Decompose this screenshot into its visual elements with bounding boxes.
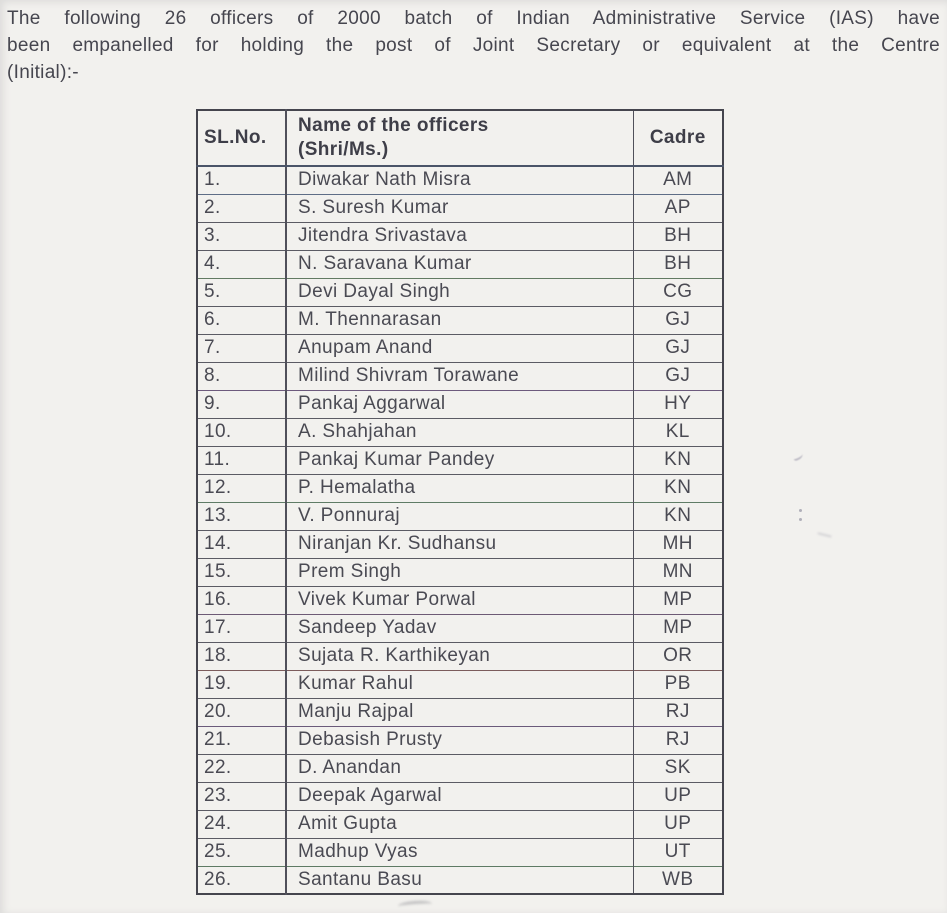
column-header-name (286, 110, 633, 166)
table-row (197, 866, 723, 894)
row-cadre: KN (633, 474, 723, 502)
row-cadre: UT (633, 838, 723, 866)
row-slno: 26. (197, 866, 286, 894)
scan-artifact-colon (799, 509, 803, 523)
row-officer-name: M. Thennarasan (286, 306, 633, 334)
row-officer-name: D. Anandan (286, 754, 633, 782)
row-officer-name: Anupam Anand (286, 334, 633, 362)
row-cadre: GJ (633, 362, 723, 390)
column-header-name-line2: (Shri/Ms.) (298, 139, 389, 160)
row-cadre: UP (633, 810, 723, 838)
row-cadre: AP (633, 194, 723, 222)
row-slno: 18. (197, 642, 286, 670)
column-header-cadre: Cadre (633, 110, 723, 166)
table-row (197, 530, 723, 558)
table-row (197, 558, 723, 586)
table-header-row (197, 110, 723, 166)
row-officer-name: P. Hemalatha (286, 474, 633, 502)
table-row (197, 390, 723, 418)
row-slno: 15. (197, 558, 286, 586)
row-officer-name: N. Saravana Kumar (286, 250, 633, 278)
intro-paragraph (7, 5, 940, 86)
table-row (197, 782, 723, 810)
row-cadre: PB (633, 670, 723, 698)
row-officer-name: S. Suresh Kumar (286, 194, 633, 222)
row-cadre: UP (633, 782, 723, 810)
table-row (197, 446, 723, 474)
row-slno: 14. (197, 530, 286, 558)
row-slno: 9. (197, 390, 286, 418)
row-officer-name: Kumar Rahul (286, 670, 633, 698)
row-officer-name: Deepak Agarwal (286, 782, 633, 810)
row-officer-name: Sujata R. Karthikeyan (286, 642, 633, 670)
row-slno: 22. (197, 754, 286, 782)
row-officer-name: Sandeep Yadav (286, 614, 633, 642)
row-cadre: OR (633, 642, 723, 670)
row-officer-name: Debasish Prusty (286, 726, 633, 754)
table-row (197, 754, 723, 782)
table-row (197, 166, 723, 194)
table-row (197, 362, 723, 390)
row-slno: 16. (197, 586, 286, 614)
column-header-name-line1: Name of the officers (298, 115, 489, 136)
row-officer-name: Santanu Basu (286, 866, 633, 894)
row-officer-name: Pankaj Aggarwal (286, 390, 633, 418)
row-officer-name: Pankaj Kumar Pandey (286, 446, 633, 474)
row-cadre: WB (633, 866, 723, 894)
row-slno: 11. (197, 446, 286, 474)
row-slno: 13. (197, 502, 286, 530)
intro-line-1: The following 26 officers of 2000 batch of Indian Administrative Service (IAS) have (7, 8, 940, 29)
row-officer-name: Diwakar Nath Misra (286, 166, 633, 194)
row-slno: 12. (197, 474, 286, 502)
row-officer-name: Devi Dayal Singh (286, 278, 633, 306)
row-slno: 20. (197, 698, 286, 726)
table-row (197, 222, 723, 250)
scan-artifact-tick (792, 452, 804, 462)
row-cadre: MP (633, 586, 723, 614)
row-slno: 2. (197, 194, 286, 222)
row-cadre: AM (633, 166, 723, 194)
row-cadre: GJ (633, 306, 723, 334)
row-slno: 10. (197, 418, 286, 446)
row-officer-name: V. Ponnuraj (286, 502, 633, 530)
row-slno: 19. (197, 670, 286, 698)
table-row (197, 334, 723, 362)
table-row (197, 586, 723, 614)
table-header (197, 110, 723, 166)
row-officer-name: Jitendra Srivastava (286, 222, 633, 250)
row-cadre: BH (633, 250, 723, 278)
row-officer-name: Vivek Kumar Porwal (286, 586, 633, 614)
row-slno: 1. (204, 169, 221, 191)
row-officer-name: A. Shahjahan (286, 418, 633, 446)
row-cadre: MN (633, 558, 723, 586)
row-officer-name: Prem Singh (286, 558, 633, 586)
row-cadre: CG (633, 278, 723, 306)
row-slno: 5. (197, 278, 286, 306)
row-slno: 17. (197, 614, 286, 642)
row-officer-name: Amit Gupta (286, 810, 633, 838)
table-row (197, 838, 723, 866)
row-slno: 25. (197, 838, 286, 866)
row-slno: 23. (197, 782, 286, 810)
row-cadre: SK (633, 754, 723, 782)
row-slno: 3. (197, 222, 286, 250)
table-row (197, 810, 723, 838)
row-slno: 8. (197, 362, 286, 390)
scan-artifact-bottom-smudge (398, 900, 432, 910)
table-row (197, 474, 723, 502)
row-cadre: KN (633, 446, 723, 474)
row-officer-name: Madhup Vyas (286, 838, 633, 866)
officers-table (196, 109, 724, 895)
row-slno: 6. (197, 306, 286, 334)
row-cadre: MP (633, 614, 723, 642)
intro-line-3: (Initial):- (7, 62, 79, 83)
row-slno: 4. (197, 250, 286, 278)
column-header-slno: SL.No. (197, 110, 286, 166)
row-slno: 24. (197, 810, 286, 838)
table-row (197, 670, 723, 698)
table-row (197, 614, 723, 642)
row-slno: 21. (197, 726, 286, 754)
table-row (197, 698, 723, 726)
row-cadre: KL (633, 418, 723, 446)
table-row (197, 194, 723, 222)
table-row (197, 278, 723, 306)
table-row (197, 306, 723, 334)
intro-line-2: been empanelled for holding the post of Joint Secretary or equivalent at the Centre (7, 35, 940, 56)
row-cadre: RJ (633, 698, 723, 726)
row-officer-name: Manju Rajpal (286, 698, 633, 726)
table-row (197, 250, 723, 278)
row-officer-name: Niranjan Kr. Sudhansu (286, 530, 633, 558)
row-cadre: RJ (633, 726, 723, 754)
row-slno: 7. (197, 334, 286, 362)
row-cadre: GJ (633, 334, 723, 362)
row-cadre: BH (633, 222, 723, 250)
row-cadre: MH (633, 530, 723, 558)
scan-artifact-smear (817, 528, 832, 537)
table-row (197, 642, 723, 670)
row-cadre: HY (633, 390, 723, 418)
table-row (197, 726, 723, 754)
row-cadre: KN (633, 502, 723, 530)
table-body (197, 166, 723, 894)
row-officer-name: Milind Shivram Torawane (286, 362, 633, 390)
table-row (197, 502, 723, 530)
table-row (197, 418, 723, 446)
